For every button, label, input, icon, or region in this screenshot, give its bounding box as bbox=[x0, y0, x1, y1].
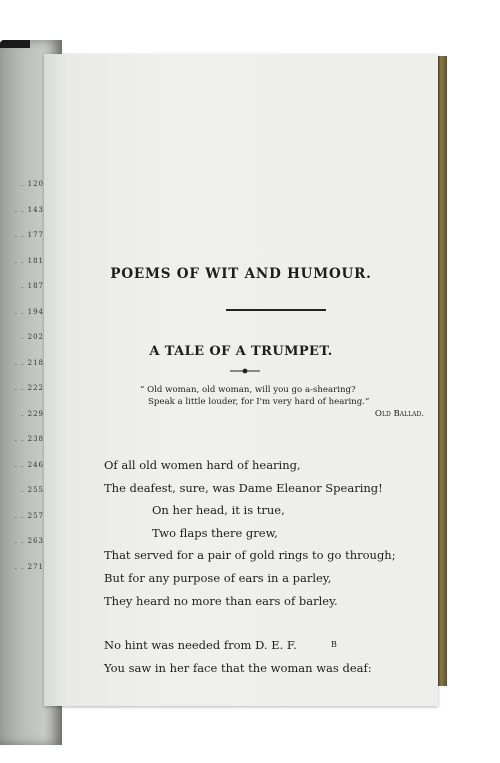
verse-line: But for any purpose of ears in a parley, bbox=[104, 570, 332, 585]
signature-mark: B bbox=[331, 640, 337, 649]
toc-row: . . 257 bbox=[14, 511, 44, 520]
toc-row: . 120 bbox=[21, 180, 44, 188]
verse-line: The deafest, sure, was Dame Eleanor Spearing! bbox=[104, 480, 383, 495]
toc-row: . . 177 bbox=[14, 231, 44, 239]
verse-line: On her head, it is true, bbox=[152, 503, 285, 518]
verse-line: You saw in her face that the woman was deaf: bbox=[104, 660, 372, 675]
ornament-divider-icon bbox=[230, 368, 260, 374]
verse-line: Of all old women hard of hearing, bbox=[104, 458, 301, 472]
toc-row: . . 238 bbox=[14, 435, 44, 443]
right-page bbox=[44, 54, 438, 706]
gilt-page-edge bbox=[437, 56, 447, 686]
epigraph-line: Speak a little louder, for I'm very hard of hearing.” bbox=[148, 397, 370, 407]
heading-rule bbox=[226, 309, 326, 311]
poem-verse bbox=[104, 454, 424, 679]
section-heading: POEMS OF WIT AND HUMOUR. bbox=[110, 266, 372, 282]
poem-title: A TALE OF A TRUMPET. bbox=[149, 344, 333, 359]
verse-line: No hint was needed from D. E. F. bbox=[104, 638, 297, 653]
verse-line: They heard no more than ears of barley. bbox=[104, 593, 338, 608]
toc-row: . . 181 bbox=[14, 256, 44, 265]
epigraph bbox=[140, 384, 440, 420]
toc-row: . . 218 bbox=[14, 358, 44, 367]
toc-row: . . 143 bbox=[14, 205, 44, 214]
toc-row: . 187 bbox=[21, 282, 44, 290]
book-cover-edge bbox=[0, 40, 30, 48]
toc-row: . 255 bbox=[21, 486, 44, 494]
toc-row: . . 263 bbox=[14, 537, 44, 545]
epigraph-source: Old Ballad. bbox=[374, 409, 424, 419]
toc-row: . 229 bbox=[21, 409, 44, 418]
toc-row: . 202 bbox=[21, 333, 44, 341]
stanza-gap bbox=[104, 612, 424, 634]
epigraph-line: “ Old woman, old woman, will you go a-shearing? bbox=[140, 385, 356, 395]
verse-line: Two flaps there grew, bbox=[152, 525, 278, 540]
toc-page-numbers bbox=[0, 180, 44, 588]
verse-line: That served for a pair of gold rings to go through; bbox=[104, 548, 396, 563]
toc-row: . . 246 bbox=[14, 460, 44, 469]
toc-row: . . 222 bbox=[14, 384, 44, 392]
toc-row: . . 271 bbox=[14, 562, 44, 571]
toc-row: . . 194 bbox=[14, 307, 44, 316]
